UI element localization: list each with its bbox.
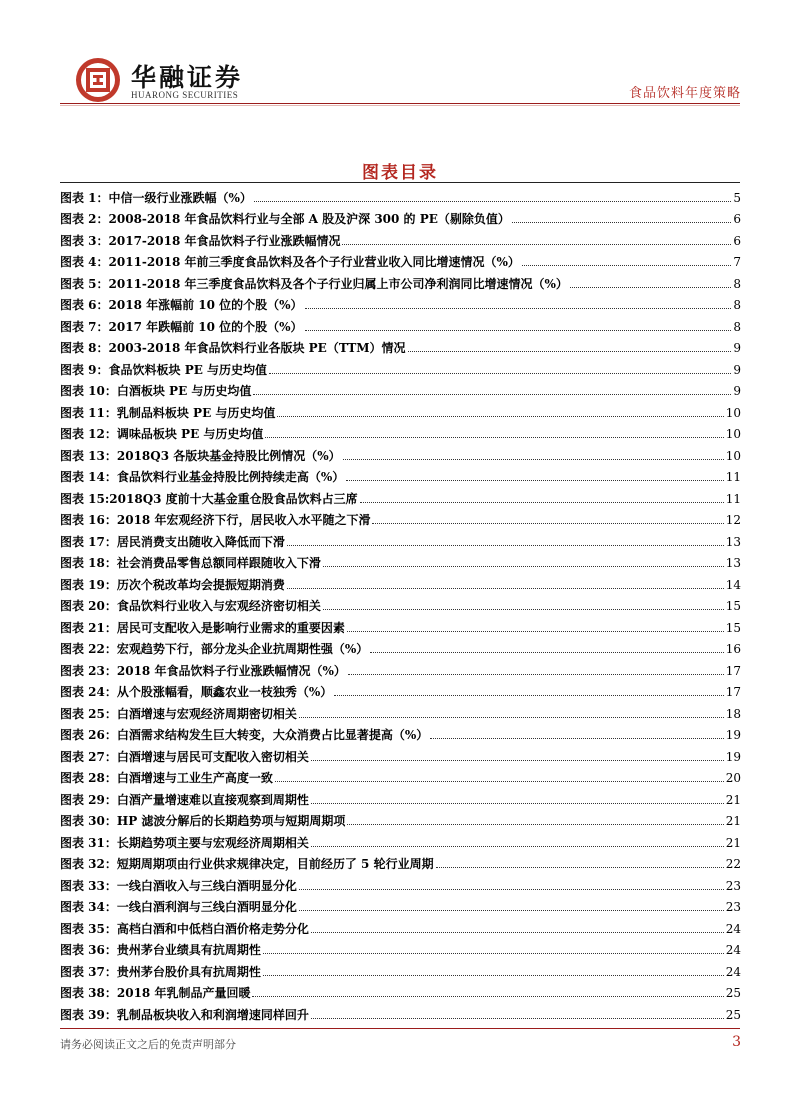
toc-entry-label: 图表 15:2018Q3 度前十大基金重仓股食品饮料占三席 — [60, 491, 358, 506]
toc-entry-label: 图表 16：2018 年宏观经济下行，居民收入水平随之下滑 — [60, 513, 371, 527]
toc-entry-label: 图表 12：调味品板块 PE 与历史均值 — [60, 427, 264, 441]
toc-entry-page: 9 — [733, 362, 741, 377]
toc-entry-page: 21 — [725, 814, 741, 828]
toc-entry-label: 图表 18：社会消费品零售总额同样跟随收入下滑 — [60, 556, 321, 570]
toc-entry[interactable] — [60, 377, 741, 399]
toc-entry-page: 19 — [725, 728, 741, 742]
toc-entry[interactable] — [60, 936, 741, 958]
toc-entry[interactable] — [60, 269, 741, 291]
toc-entry-label: 图表 26：白酒需求结构发生巨大转变，大众消费占比显著提高（%） — [60, 728, 429, 742]
toc-entry-page: 10 — [725, 405, 741, 420]
figure-table-of-contents — [60, 183, 741, 1022]
toc-entry[interactable] — [60, 807, 741, 829]
huarong-logo-icon — [74, 56, 122, 104]
toc-entry-leader — [275, 780, 724, 782]
toc-entry-leader — [343, 458, 724, 460]
toc-entry-label: 图表 31：长期趋势项主要与宏观经济周期相关 — [60, 835, 309, 850]
toc-entry-page: 15 — [725, 599, 741, 613]
toc-entry-page: 21 — [725, 792, 741, 807]
toc-entry-label: 图表 14：食品饮料行业基金持股比例持续走高（%） — [60, 470, 345, 484]
toc-title: 图表目录 — [362, 163, 438, 183]
brand-name-en: HUARONG SECURITIES — [131, 90, 239, 100]
toc-entry-leader — [348, 673, 724, 675]
toc-entry-page: 21 — [725, 835, 741, 850]
toc-entry[interactable] — [60, 764, 741, 786]
toc-entry[interactable] — [60, 957, 741, 979]
toc-entry-page: 10 — [725, 427, 741, 441]
toc-entry-leader — [408, 350, 732, 352]
toc-entry-label: 图表 2：2008-2018 年食品饮料行业与全部 A 股及沪深 300 的 PE（剔除负值） — [60, 212, 510, 226]
toc-entry[interactable] — [60, 613, 741, 635]
toc-entry[interactable] — [60, 463, 741, 485]
toc-entry-leader — [277, 415, 723, 417]
toc-entry-leader — [305, 329, 732, 331]
toc-entry-label: 图表 8：2003-2018 年食品饮料行业各版块 PE（TTM）情况 — [60, 341, 406, 355]
toc-entry[interactable] — [60, 484, 741, 506]
toc-entry[interactable] — [60, 785, 741, 807]
toc-entry-leader — [252, 995, 723, 997]
toc-entry-leader — [265, 436, 723, 438]
toc-entry-leader — [360, 501, 724, 503]
toc-entry[interactable] — [60, 334, 741, 356]
toc-entry[interactable] — [60, 678, 741, 700]
toc-entry-leader — [347, 630, 724, 632]
toc-entry[interactable] — [60, 398, 741, 420]
toc-entry-label: 图表 20：食品饮料行业收入与宏观经济密切相关 — [60, 599, 321, 613]
toc-entry-page: 9 — [733, 341, 741, 355]
toc-entry-label: 图表 24：从个股涨幅看，顺鑫农业一枝独秀（%） — [60, 685, 333, 699]
toc-entry-leader — [253, 393, 731, 395]
toc-entry-leader — [263, 974, 724, 976]
toc-entry[interactable] — [60, 979, 741, 1001]
toc-entry-label: 图表 25：白酒增速与宏观经济周期密切相关 — [60, 706, 297, 721]
toc-entry-page: 23 — [725, 878, 741, 893]
report-type: 食品饮料年度策略 — [628, 86, 741, 101]
toc-entry[interactable] — [60, 312, 741, 334]
toc-entry-page: 10 — [725, 448, 741, 463]
toc-entry[interactable] — [60, 549, 741, 571]
toc-entry-page: 25 — [725, 986, 741, 1000]
toc-entry[interactable] — [60, 1000, 741, 1022]
toc-entry-label: 图表 9：食品饮料板块 PE 与历史均值 — [60, 362, 268, 377]
toc-entry-leader — [299, 716, 724, 718]
toc-entry-page: 17 — [725, 663, 741, 678]
toc-entry[interactable] — [60, 871, 741, 893]
toc-entry-label: 图表 21：居民可支配收入是影响行业需求的重要因素 — [60, 620, 345, 635]
toc-entry-label: 图表 11：乳制品料板块 PE 与历史均值 — [60, 405, 276, 420]
toc-entry-page: 20 — [725, 771, 741, 785]
toc-entry-label: 图表 29：白酒产量增速难以直接观察到周期性 — [60, 792, 309, 807]
toc-entry-label: 图表 39：乳制品板块收入和利润增速同样回升 — [60, 1007, 309, 1022]
toc-entry-leader — [346, 479, 723, 481]
toc-entry-leader — [305, 307, 732, 309]
toc-entry[interactable] — [60, 721, 741, 743]
toc-entry-page: 24 — [725, 943, 741, 957]
toc-entry[interactable] — [60, 914, 741, 936]
toc-entry-leader — [570, 286, 731, 288]
toc-entry[interactable] — [60, 355, 741, 377]
toc-entry-page: 8 — [733, 298, 741, 312]
toc-entry-leader — [311, 931, 724, 933]
toc-entry-leader — [311, 845, 724, 847]
toc-entry-page: 18 — [725, 706, 741, 721]
toc-entry-leader — [334, 694, 723, 696]
toc-entry-leader — [311, 759, 724, 761]
toc-entry-leader — [323, 608, 724, 610]
toc-entry-label: 图表 17：居民消费支出随收入降低而下滑 — [60, 534, 285, 549]
toc-entry-label: 图表 34：一线白酒利润与三线白酒明显分化 — [60, 900, 297, 914]
toc-entry[interactable] — [60, 506, 741, 528]
toc-entry-page: 22 — [725, 857, 741, 871]
toc-entry[interactable] — [60, 570, 741, 592]
toc-entry-label: 图表 36：贵州茅台业绩具有抗周期性 — [60, 943, 261, 957]
toc-entry-page: 19 — [725, 749, 741, 764]
toc-entry[interactable] — [60, 592, 741, 614]
toc-entry-page: 13 — [725, 534, 741, 549]
toc-entry-leader — [299, 888, 724, 890]
toc-entry[interactable] — [60, 828, 741, 850]
toc-entry-leader — [512, 221, 731, 223]
toc-entry-page: 25 — [725, 1007, 741, 1022]
toc-entry-label: 图表 28：白酒增速与工业生产高度一致 — [60, 771, 273, 785]
toc-entry-label: 图表 6：2018 年涨幅前 10 位的个股（%） — [60, 298, 303, 312]
toc-entry[interactable] — [60, 635, 741, 657]
toc-entry-page: 6 — [733, 233, 741, 248]
toc-entry-leader — [372, 522, 723, 524]
toc-entry-page: 15 — [725, 620, 741, 635]
toc-entry-page: 14 — [725, 577, 741, 592]
toc-entry-leader — [522, 264, 731, 266]
toc-entry-page: 8 — [733, 319, 741, 334]
toc-entry[interactable] — [60, 742, 741, 764]
toc-entry-label: 图表 33：一线白酒收入与三线白酒明显分化 — [60, 878, 297, 893]
toc-entry-label: 图表 22：宏观趋势下行，部分龙头企业抗周期性强（%） — [60, 642, 369, 656]
toc-entry-leader — [342, 243, 731, 245]
toc-entry-page: 16 — [725, 642, 741, 656]
toc-entry-label: 图表 10：白酒板块 PE 与历史均值 — [60, 384, 252, 398]
toc-entry-label: 图表 4：2011-2018 年前三季度食品饮料及各个子行业营业收入同比增速情况（%） — [60, 255, 520, 269]
disclaimer-note: 请务必阅读正文之后的免责声明部分 — [60, 1038, 236, 1051]
toc-entry-page: 6 — [733, 212, 741, 226]
toc-entry-label: 图表 37：贵州茅台股价具有抗周期性 — [60, 964, 261, 979]
toc-entry-page: 13 — [725, 556, 741, 570]
toc-entry-leader — [323, 565, 724, 567]
toc-entry-leader — [287, 544, 724, 546]
toc-entry-leader — [269, 372, 731, 374]
toc-entry-leader — [311, 1017, 724, 1019]
page-number: 3 — [732, 1034, 741, 1050]
toc-entry-label: 图表 35：高档白酒和中低档白酒价格走势分化 — [60, 921, 309, 936]
toc-entry[interactable] — [60, 699, 741, 721]
toc-entry[interactable] — [60, 656, 741, 678]
toc-entry[interactable] — [60, 183, 741, 205]
toc-entry-leader — [347, 823, 723, 825]
toc-entry[interactable] — [60, 291, 741, 313]
toc-entry-label: 图表 19：历次个税改革均会提振短期消费 — [60, 577, 285, 592]
header-divider-thin — [60, 105, 740, 106]
toc-entry-leader — [287, 587, 724, 589]
toc-entry-page: 7 — [733, 255, 741, 269]
toc-entry-page: 17 — [725, 685, 741, 699]
toc-entry[interactable] — [60, 441, 741, 463]
toc-entry-label: 图表 7：2017 年跌幅前 10 位的个股（%） — [60, 319, 303, 334]
toc-entry[interactable] — [60, 248, 741, 270]
toc-entry-leader — [436, 866, 724, 868]
toc-entry[interactable] — [60, 226, 741, 248]
toc-entry-page: 5 — [733, 190, 741, 205]
toc-entry-page: 24 — [725, 921, 741, 936]
toc-entry-leader — [254, 200, 731, 202]
toc-entry-label: 图表 5：2011-2018 年三季度食品饮料及各个子行业归属上市公司净利润同比增速情况（%） — [60, 276, 568, 291]
toc-entry-page: 11 — [725, 491, 741, 506]
toc-entry-label: 图表 1：中信一级行业涨跌幅（%） — [60, 190, 252, 205]
toc-entry-leader — [263, 952, 724, 954]
toc-entry-label: 图表 13：2018Q3 各版块基金持股比例情况（%） — [60, 448, 341, 463]
toc-entry[interactable] — [60, 850, 741, 872]
brand-name-cn: 华融证券 — [131, 63, 244, 92]
toc-entry[interactable] — [60, 893, 741, 915]
toc-entry-label: 图表 38：2018 年乳制品产量回暖 — [60, 986, 251, 1000]
toc-entry[interactable] — [60, 527, 741, 549]
toc-entry-label: 图表 32：短期周期项由行业供求规律决定，目前经历了 5 轮行业周期 — [60, 857, 434, 871]
toc-entry-leader — [430, 737, 723, 739]
toc-entry-label: 图表 23：2018 年食品饮料子行业涨跌幅情况（%） — [60, 663, 346, 678]
toc-entry-page: 23 — [725, 900, 741, 914]
page-header — [0, 0, 800, 110]
toc-entry-label: 图表 30：HP 滤波分解后的长期趋势项与短期周期项 — [60, 814, 346, 828]
toc-entry[interactable] — [60, 420, 741, 442]
toc-entry[interactable] — [60, 205, 741, 227]
toc-entry-leader — [311, 802, 724, 804]
header-divider — [60, 103, 740, 104]
toc-entry-page: 24 — [725, 964, 741, 979]
toc-entry-leader — [299, 909, 724, 911]
toc-entry-page: 12 — [725, 513, 741, 527]
toc-entry-page: 8 — [733, 276, 741, 291]
toc-entry-page: 11 — [725, 470, 741, 484]
footer-divider — [60, 1028, 740, 1029]
toc-entry-label: 图表 27：白酒增速与居民可支配收入密切相关 — [60, 749, 309, 764]
toc-entry-leader — [370, 651, 723, 653]
toc-entry-page: 9 — [733, 384, 741, 398]
toc-entry-label: 图表 3：2017-2018 年食品饮料子行业涨跌幅情况 — [60, 233, 341, 248]
